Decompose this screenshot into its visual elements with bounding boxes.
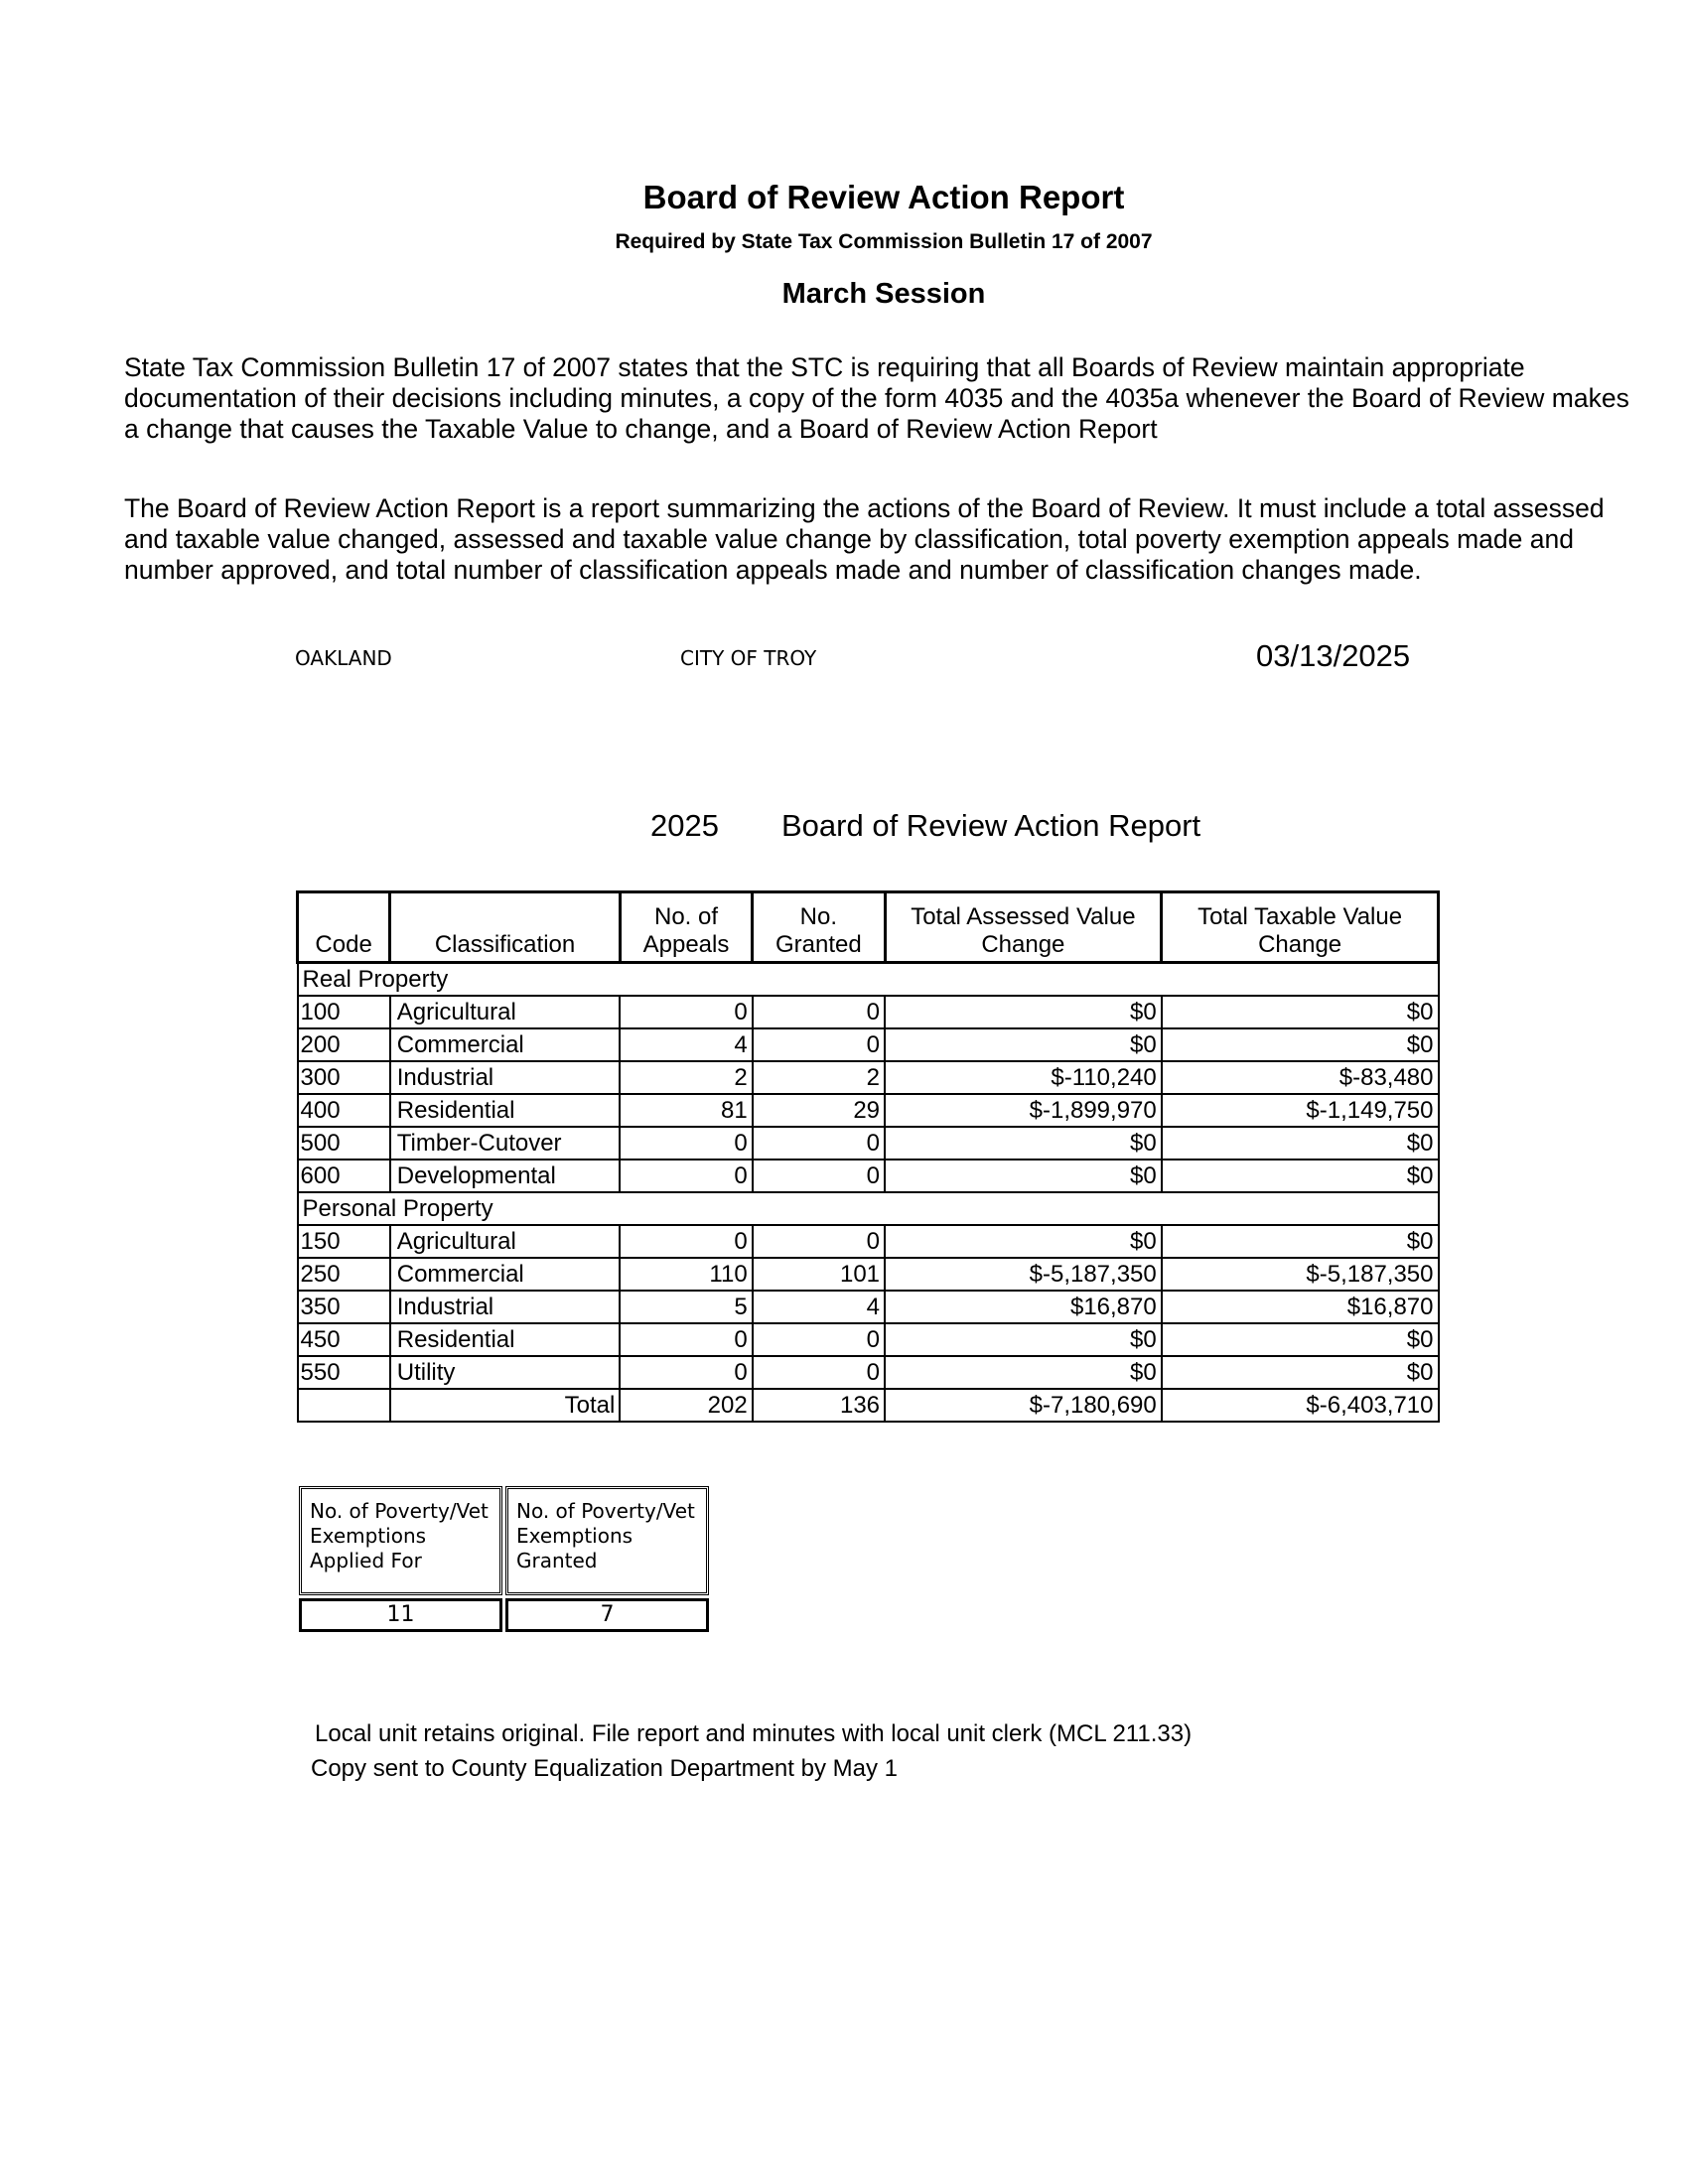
code-cell: 300 [298, 1061, 390, 1094]
assessed-change-cell: $0 [885, 1323, 1162, 1356]
taxable-change-cell: $-5,187,350 [1162, 1258, 1439, 1291]
granted-cell: 0 [753, 1127, 885, 1160]
appeals-cell: 0 [620, 1323, 752, 1356]
document-title: Board of Review Action Report [642, 179, 1125, 215]
granted-cell: 0 [753, 1323, 885, 1356]
granted-cell: 0 [753, 1160, 885, 1192]
personal-property-section-label: Personal Property [298, 1192, 1439, 1225]
code-cell: 100 [298, 996, 390, 1028]
table-row [298, 1225, 1439, 1258]
real-property-section [298, 963, 1439, 997]
classification-cell: Developmental [390, 1160, 621, 1192]
classification-cell: Commercial [390, 1028, 621, 1061]
city-name: CITY OF TROY [680, 646, 817, 670]
table-row [298, 1094, 1439, 1127]
header-granted-text: No. Granted [774, 903, 862, 958]
appeals-cell: 4 [620, 1028, 752, 1061]
poverty-applied-header-line: Exemptions [310, 1524, 427, 1548]
action-report-table [296, 890, 1440, 1423]
assessed-change-cell: $0 [885, 1356, 1162, 1389]
appeals-cell: 0 [620, 996, 752, 1028]
assessed-change-cell: $0 [885, 1160, 1162, 1192]
table-row [298, 1356, 1439, 1389]
total-appeals: 202 [620, 1389, 752, 1422]
appeals-cell: 81 [620, 1094, 752, 1127]
report-heading: Board of Review Action Report [781, 808, 1201, 843]
taxable-change-cell: $0 [1162, 1160, 1439, 1192]
table-row [298, 1127, 1439, 1160]
footer-line-1: Local unit retains original. File report and minutes with local unit clerk (MCL 211.33) [315, 1720, 1193, 1747]
code-cell: 450 [298, 1323, 390, 1356]
table-row [298, 996, 1439, 1028]
granted-cell: 101 [753, 1258, 885, 1291]
poverty-granted-header-line: Granted [516, 1549, 598, 1572]
granted-cell: 0 [753, 1028, 885, 1061]
assessed-change-cell: $0 [885, 996, 1162, 1028]
assessed-change-cell: $-5,187,350 [885, 1258, 1162, 1291]
poverty-applied-header [299, 1486, 502, 1595]
taxable-change-cell: $-1,149,750 [1162, 1094, 1439, 1127]
report-year: 2025 [650, 808, 719, 843]
poverty-granted-header-line: No. of Poverty/Vet [516, 1499, 695, 1523]
classification-cell: Industrial [390, 1291, 621, 1323]
header-assessed-text: Total Assessed Value Change [911, 903, 1136, 958]
poverty-header-row [299, 1486, 709, 1595]
code-cell: 250 [298, 1258, 390, 1291]
appeals-cell: 0 [620, 1225, 752, 1258]
header-appeals-text: No. of Appeals [642, 903, 730, 958]
table-row [298, 1258, 1439, 1291]
header-taxable-change [1162, 892, 1439, 963]
appeals-cell: 2 [620, 1061, 752, 1094]
poverty-applied-header-line: No. of Poverty/Vet [310, 1499, 489, 1523]
taxable-change-cell: $16,870 [1162, 1291, 1439, 1323]
taxable-change-cell: $0 [1162, 996, 1439, 1028]
total-row [298, 1389, 1439, 1422]
total-label: Total [390, 1389, 621, 1422]
poverty-granted-header [505, 1486, 709, 1595]
appeals-cell: 0 [620, 1356, 752, 1389]
classification-cell: Residential [390, 1323, 621, 1356]
code-cell: 150 [298, 1225, 390, 1258]
assessed-change-cell: $0 [885, 1225, 1162, 1258]
assessed-change-cell: $16,870 [885, 1291, 1162, 1323]
intro-paragraph-1: State Tax Commission Bulletin 17 of 2007 states that the STC is requiring that all Boards of Review maintain appropriate documentation of their decisions including minutes, a copy of the form 4035 and the 4035a whenever the Board of Review makes a change that causes the Taxable Value to change, and a Board of Review Action Report [124, 352, 1629, 444]
personal-property-section [298, 1192, 1439, 1225]
assessed-change-cell: $-110,240 [885, 1061, 1162, 1094]
classification-cell: Utility [390, 1356, 621, 1389]
code-cell: 500 [298, 1127, 390, 1160]
total-granted: 136 [753, 1389, 885, 1422]
header-code: Code [298, 892, 390, 963]
taxable-change-cell: $0 [1162, 1225, 1439, 1258]
footer-line-2: Copy sent to County Equalization Department by May 1 [311, 1755, 898, 1782]
table-row [298, 1323, 1439, 1356]
report-date: 03/13/2025 [1256, 638, 1411, 673]
appeals-cell: 0 [620, 1160, 752, 1192]
code-cell: 550 [298, 1356, 390, 1389]
appeals-cell: 0 [620, 1127, 752, 1160]
granted-cell: 0 [753, 1225, 885, 1258]
session-label: March Session [781, 278, 986, 310]
poverty-granted-value: 7 [505, 1598, 709, 1632]
taxable-change-cell: $0 [1162, 1028, 1439, 1061]
granted-cell: 0 [753, 1356, 885, 1389]
total-code-cell [298, 1389, 390, 1422]
poverty-applied-value: 11 [299, 1598, 502, 1632]
taxable-change-cell: $-83,480 [1162, 1061, 1439, 1094]
assessed-change-cell: $0 [885, 1127, 1162, 1160]
assessed-change-cell: $0 [885, 1028, 1162, 1061]
poverty-granted-header-line: Exemptions [516, 1524, 633, 1548]
code-cell: 350 [298, 1291, 390, 1323]
header-classification: Classification [390, 892, 621, 963]
table-row [298, 1061, 1439, 1094]
header-taxable-text: Total Taxable Value Change [1197, 903, 1403, 958]
classification-cell: Residential [390, 1094, 621, 1127]
classification-cell: Timber-Cutover [390, 1127, 621, 1160]
total-assessed-change: $-7,180,690 [885, 1389, 1162, 1422]
table-row [298, 1028, 1439, 1061]
table-row [298, 1291, 1439, 1323]
classification-cell: Agricultural [390, 996, 621, 1028]
classification-cell: Agricultural [390, 1225, 621, 1258]
header-granted [753, 892, 885, 963]
poverty-value-row [299, 1598, 709, 1632]
appeals-cell: 110 [620, 1258, 752, 1291]
code-cell: 400 [298, 1094, 390, 1127]
classification-cell: Industrial [390, 1061, 621, 1094]
code-cell: 600 [298, 1160, 390, 1192]
code-cell: 200 [298, 1028, 390, 1061]
granted-cell: 0 [753, 996, 885, 1028]
taxable-change-cell: $0 [1162, 1356, 1439, 1389]
header-appeals [620, 892, 752, 963]
header-assessed-change [885, 892, 1162, 963]
county-name: OAKLAND [295, 646, 392, 670]
granted-cell: 2 [753, 1061, 885, 1094]
taxable-change-cell: $0 [1162, 1127, 1439, 1160]
taxable-change-cell: $0 [1162, 1323, 1439, 1356]
classification-cell: Commercial [390, 1258, 621, 1291]
assessed-change-cell: $-1,899,970 [885, 1094, 1162, 1127]
intro-paragraph-2: The Board of Review Action Report is a report summarizing the actions of the Board of Review. It must include a total assessed and taxable value changed, assessed and taxable value change by classification, total poverty exemption appeals made and number approved, and total number of classification appeals made and number of classification changes made. [124, 493, 1605, 585]
granted-cell: 4 [753, 1291, 885, 1323]
poverty-applied-header-line: Applied For [310, 1549, 422, 1572]
table-body [298, 963, 1439, 1423]
total-taxable-change: $-6,403,710 [1162, 1389, 1439, 1422]
document-subtitle: Required by State Tax Commission Bulletin 17 of 2007 [615, 230, 1153, 253]
appeals-cell: 5 [620, 1291, 752, 1323]
table-header-row [298, 892, 1439, 963]
real-property-section-label: Real Property [298, 963, 1439, 997]
granted-cell: 29 [753, 1094, 885, 1127]
table-row [298, 1160, 1439, 1192]
poverty-exemption-table [296, 1486, 712, 1632]
